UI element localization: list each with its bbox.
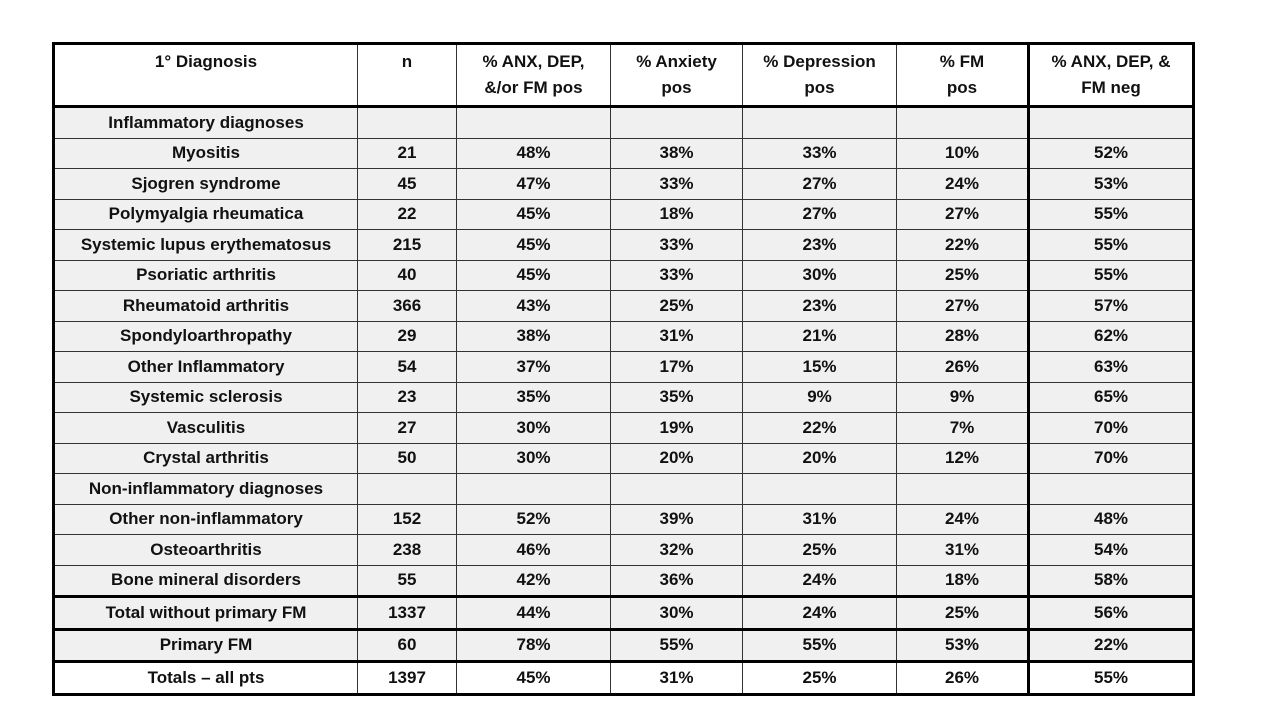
cell-diagnosis: Bone mineral disorders <box>54 565 358 597</box>
cell-anxiety-pos: 38% <box>611 138 743 169</box>
cell-all-neg: 22% <box>1029 629 1194 662</box>
cell-diagnosis: Rheumatoid arthritis <box>54 291 358 322</box>
cell-n: 366 <box>358 291 457 322</box>
cell-diagnosis: Spondyloarthropathy <box>54 321 358 352</box>
cell-all-neg: 55% <box>1029 260 1194 291</box>
cell-diagnosis: Non-inflammatory diagnoses <box>54 474 358 505</box>
cell-depression-pos: 15% <box>743 352 897 383</box>
cell-n: 60 <box>358 629 457 662</box>
cell-fm-pos: 25% <box>897 597 1029 630</box>
section-header-row <box>54 107 1194 139</box>
cell-any-pos: 52% <box>457 504 611 535</box>
cell-fm-pos: 26% <box>897 662 1029 695</box>
cell-depression-pos: 33% <box>743 138 897 169</box>
cell-n: 27 <box>358 413 457 444</box>
cell-fm-pos: 9% <box>897 382 1029 413</box>
cell-depression-pos: 25% <box>743 662 897 695</box>
cell-depression-pos <box>743 474 897 505</box>
header-all-neg: % ANX, DEP, & FM neg <box>1029 44 1194 107</box>
cell-any-pos: 78% <box>457 629 611 662</box>
cell-all-neg: 70% <box>1029 413 1194 444</box>
cell-n: 29 <box>358 321 457 352</box>
cell-anxiety-pos: 31% <box>611 662 743 695</box>
table-row <box>54 260 1194 291</box>
table-row <box>54 629 1194 662</box>
table-row <box>54 535 1194 566</box>
cell-fm-pos <box>897 474 1029 505</box>
cell-fm-pos: 12% <box>897 443 1029 474</box>
cell-anxiety-pos: 39% <box>611 504 743 535</box>
table-row <box>54 662 1194 695</box>
cell-diagnosis: Total without primary FM <box>54 597 358 630</box>
table-row <box>54 413 1194 444</box>
cell-anxiety-pos: 36% <box>611 565 743 597</box>
cell-diagnosis: Crystal arthritis <box>54 443 358 474</box>
cell-diagnosis: Systemic sclerosis <box>54 382 358 413</box>
header-row <box>54 44 1194 107</box>
cell-any-pos <box>457 107 611 139</box>
cell-anxiety-pos: 55% <box>611 629 743 662</box>
cell-depression-pos: 9% <box>743 382 897 413</box>
section-header-row <box>54 474 1194 505</box>
table-row <box>54 382 1194 413</box>
table-row <box>54 504 1194 535</box>
cell-all-neg <box>1029 107 1194 139</box>
cell-depression-pos: 55% <box>743 629 897 662</box>
cell-diagnosis: Myositis <box>54 138 358 169</box>
cell-diagnosis: Totals – all pts <box>54 662 358 695</box>
header-anxiety-pos: % Anxiety pos <box>611 44 743 107</box>
cell-n: 238 <box>358 535 457 566</box>
cell-diagnosis: Inflammatory diagnoses <box>54 107 358 139</box>
cell-n: 55 <box>358 565 457 597</box>
cell-fm-pos: 24% <box>897 169 1029 200</box>
table-row <box>54 291 1194 322</box>
cell-fm-pos: 10% <box>897 138 1029 169</box>
cell-all-neg: 62% <box>1029 321 1194 352</box>
cell-any-pos: 42% <box>457 565 611 597</box>
cell-diagnosis: Other non-inflammatory <box>54 504 358 535</box>
cell-n: 215 <box>358 230 457 261</box>
header-diagnosis: 1° Diagnosis <box>54 44 358 107</box>
cell-fm-pos: 25% <box>897 260 1029 291</box>
cell-fm-pos: 26% <box>897 352 1029 383</box>
cell-anxiety-pos: 17% <box>611 352 743 383</box>
cell-all-neg <box>1029 474 1194 505</box>
cell-n: 1337 <box>358 597 457 630</box>
cell-n: 21 <box>358 138 457 169</box>
table-row <box>54 443 1194 474</box>
cell-any-pos: 48% <box>457 138 611 169</box>
table-row <box>54 352 1194 383</box>
cell-all-neg: 65% <box>1029 382 1194 413</box>
header-depression-pos: % Depression pos <box>743 44 897 107</box>
cell-any-pos: 44% <box>457 597 611 630</box>
cell-all-neg: 54% <box>1029 535 1194 566</box>
cell-anxiety-pos: 33% <box>611 169 743 200</box>
cell-all-neg: 48% <box>1029 504 1194 535</box>
cell-fm-pos: 22% <box>897 230 1029 261</box>
cell-depression-pos: 27% <box>743 199 897 230</box>
cell-fm-pos: 27% <box>897 199 1029 230</box>
cell-fm-pos: 31% <box>897 535 1029 566</box>
cell-fm-pos: 53% <box>897 629 1029 662</box>
cell-all-neg: 52% <box>1029 138 1194 169</box>
cell-diagnosis: Vasculitis <box>54 413 358 444</box>
cell-any-pos: 45% <box>457 199 611 230</box>
table-row <box>54 230 1194 261</box>
cell-any-pos <box>457 474 611 505</box>
cell-any-pos: 45% <box>457 662 611 695</box>
cell-all-neg: 53% <box>1029 169 1194 200</box>
cell-n: 54 <box>358 352 457 383</box>
cell-anxiety-pos: 32% <box>611 535 743 566</box>
cell-anxiety-pos <box>611 107 743 139</box>
cell-all-neg: 55% <box>1029 199 1194 230</box>
cell-diagnosis: Osteoarthritis <box>54 535 358 566</box>
cell-fm-pos: 27% <box>897 291 1029 322</box>
cell-anxiety-pos: 33% <box>611 230 743 261</box>
table-row <box>54 199 1194 230</box>
cell-any-pos: 38% <box>457 321 611 352</box>
cell-depression-pos: 23% <box>743 291 897 322</box>
cell-n <box>358 474 457 505</box>
cell-depression-pos: 31% <box>743 504 897 535</box>
cell-depression-pos: 24% <box>743 565 897 597</box>
cell-fm-pos: 24% <box>897 504 1029 535</box>
table-row <box>54 169 1194 200</box>
cell-all-neg: 56% <box>1029 597 1194 630</box>
table-row <box>54 138 1194 169</box>
table-row <box>54 597 1194 630</box>
cell-anxiety-pos: 33% <box>611 260 743 291</box>
cell-fm-pos: 7% <box>897 413 1029 444</box>
header-any-pos: % ANX, DEP, &/or FM pos <box>457 44 611 107</box>
cell-depression-pos: 25% <box>743 535 897 566</box>
cell-anxiety-pos: 30% <box>611 597 743 630</box>
cell-depression-pos: 27% <box>743 169 897 200</box>
cell-any-pos: 46% <box>457 535 611 566</box>
cell-anxiety-pos: 25% <box>611 291 743 322</box>
header-fm-pos: % FM pos <box>897 44 1029 107</box>
cell-n: 152 <box>358 504 457 535</box>
cell-all-neg: 63% <box>1029 352 1194 383</box>
cell-all-neg: 58% <box>1029 565 1194 597</box>
cell-diagnosis: Polymyalgia rheumatica <box>54 199 358 230</box>
cell-all-neg: 55% <box>1029 662 1194 695</box>
cell-diagnosis: Primary FM <box>54 629 358 662</box>
cell-n: 22 <box>358 199 457 230</box>
table-body <box>54 107 1194 695</box>
cell-any-pos: 30% <box>457 413 611 444</box>
cell-fm-pos: 28% <box>897 321 1029 352</box>
cell-all-neg: 57% <box>1029 291 1194 322</box>
cell-any-pos: 45% <box>457 260 611 291</box>
cell-anxiety-pos: 31% <box>611 321 743 352</box>
cell-diagnosis: Psoriatic arthritis <box>54 260 358 291</box>
cell-n: 23 <box>358 382 457 413</box>
cell-depression-pos: 23% <box>743 230 897 261</box>
cell-diagnosis: Systemic lupus erythematosus <box>54 230 358 261</box>
cell-any-pos: 37% <box>457 352 611 383</box>
diagnosis-table <box>52 42 1195 696</box>
cell-diagnosis: Sjogren syndrome <box>54 169 358 200</box>
header-n: n <box>358 44 457 107</box>
cell-anxiety-pos <box>611 474 743 505</box>
cell-anxiety-pos: 18% <box>611 199 743 230</box>
cell-anxiety-pos: 35% <box>611 382 743 413</box>
cell-depression-pos: 30% <box>743 260 897 291</box>
cell-depression-pos <box>743 107 897 139</box>
cell-all-neg: 55% <box>1029 230 1194 261</box>
cell-anxiety-pos: 19% <box>611 413 743 444</box>
cell-any-pos: 35% <box>457 382 611 413</box>
cell-fm-pos <box>897 107 1029 139</box>
table-row <box>54 565 1194 597</box>
cell-depression-pos: 21% <box>743 321 897 352</box>
cell-n: 40 <box>358 260 457 291</box>
cell-fm-pos: 18% <box>897 565 1029 597</box>
cell-anxiety-pos: 20% <box>611 443 743 474</box>
cell-diagnosis: Other Inflammatory <box>54 352 358 383</box>
cell-any-pos: 43% <box>457 291 611 322</box>
cell-all-neg: 70% <box>1029 443 1194 474</box>
cell-depression-pos: 22% <box>743 413 897 444</box>
cell-any-pos: 47% <box>457 169 611 200</box>
cell-n: 1397 <box>358 662 457 695</box>
cell-any-pos: 45% <box>457 230 611 261</box>
cell-depression-pos: 20% <box>743 443 897 474</box>
cell-n: 50 <box>358 443 457 474</box>
cell-depression-pos: 24% <box>743 597 897 630</box>
table-row <box>54 321 1194 352</box>
cell-any-pos: 30% <box>457 443 611 474</box>
cell-n <box>358 107 457 139</box>
cell-n: 45 <box>358 169 457 200</box>
